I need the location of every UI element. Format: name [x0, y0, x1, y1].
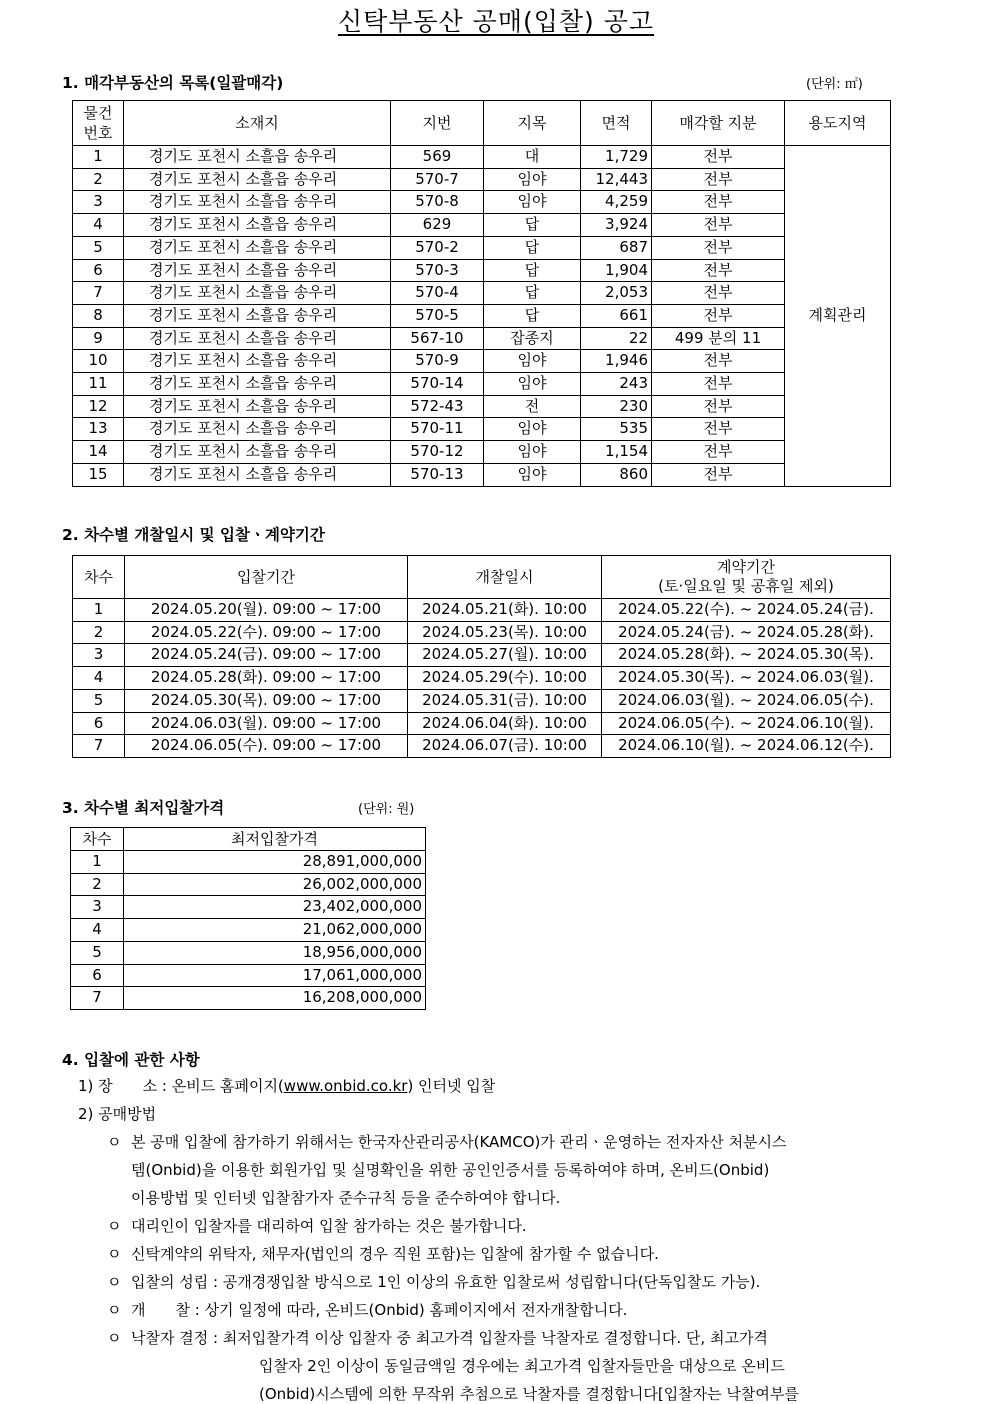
- contract-period: 2024.06.10(월). ~ 2024.06.12(수).: [602, 735, 891, 758]
- round-number: 6: [73, 712, 125, 735]
- land-category: 임야: [484, 441, 581, 464]
- lot-number: 572-43: [391, 395, 484, 418]
- area-value: 1,729: [581, 146, 652, 169]
- column-header: 지목: [484, 101, 581, 146]
- area-value: 4,259: [581, 191, 652, 214]
- table-row: [73, 644, 891, 667]
- area-value: 860: [581, 463, 652, 486]
- page-title: 신탁부동산 공매(입찰) 공고: [337, 7, 655, 36]
- address-cell: 경기도 포천시 소흘읍 송우리: [124, 327, 391, 350]
- table-row: [71, 919, 426, 942]
- bid-period: 2024.06.05(수). 09:00 ~ 17:00: [125, 735, 408, 758]
- bid-period: 2024.06.03(월). 09:00 ~ 17:00: [125, 712, 408, 735]
- round-number: 4: [71, 919, 124, 942]
- lot-number: 629: [391, 214, 484, 237]
- lot-number: 570-13: [391, 463, 484, 486]
- area-value: 243: [581, 373, 652, 396]
- table-row: [73, 599, 891, 622]
- land-category: 임야: [484, 191, 581, 214]
- table-row: [73, 395, 891, 418]
- item-number: 9: [73, 327, 124, 350]
- column-header: 최저입찰가격: [124, 828, 426, 851]
- min-price: 18,956,000,000: [124, 941, 426, 964]
- table-row: [71, 896, 426, 919]
- round-number: 7: [73, 735, 125, 758]
- area-value: 535: [581, 418, 652, 441]
- bid-period: 2024.05.30(목). 09:00 ~ 17:00: [125, 689, 408, 712]
- table-row: [73, 214, 891, 237]
- place-line: [78, 1075, 495, 1096]
- opening-datetime: 2024.05.31(금). 10:00: [408, 689, 602, 712]
- address-cell: 경기도 포천시 소흘읍 송우리: [124, 282, 391, 305]
- bullet-text-line: (Onbid)시스템에 의한 무작위 추첨으로 낙찰자를 결정합니다[입찰자는 낙찰여부를: [259, 1385, 799, 1403]
- section2-heading: 2. 차수별 개찰일시 및 입찰ㆍ계약기간: [62, 526, 325, 544]
- land-category: 임야: [484, 418, 581, 441]
- min-price: 28,891,000,000: [124, 851, 426, 874]
- round-number: 4: [73, 667, 125, 690]
- table-row: [71, 851, 426, 874]
- bullet-marker: ㅇ: [107, 1245, 122, 1263]
- address-cell: 경기도 포천시 소흘읍 송우리: [124, 236, 391, 259]
- bullet-text-line: 이용방법 및 인터넷 입찰참가자 준수규칙 등을 준수하여야 합니다.: [131, 1189, 561, 1207]
- min-price: 21,062,000,000: [124, 919, 426, 942]
- share-value: 전부: [652, 191, 785, 214]
- address-cell: 경기도 포천시 소흘읍 송우리: [124, 259, 391, 282]
- bullet-marker: ㅇ: [107, 1217, 122, 1235]
- section1-unit: (단위: ㎡): [806, 77, 863, 92]
- opening-datetime: 2024.05.21(화). 10:00: [408, 599, 602, 622]
- lot-number: 569: [391, 146, 484, 169]
- item-number: 12: [73, 395, 124, 418]
- onbid-link[interactable]: www.onbid.co.kr: [283, 1077, 408, 1095]
- min-price-table: [70, 827, 426, 1010]
- column-header: 면적: [581, 101, 652, 146]
- share-value: 전부: [652, 418, 785, 441]
- table-row: [73, 146, 891, 169]
- area-value: 1,946: [581, 350, 652, 373]
- item-number: 2: [73, 168, 124, 191]
- land-category: 잡종지: [484, 327, 581, 350]
- opening-datetime: 2024.05.23(목). 10:00: [408, 621, 602, 644]
- area-value: 230: [581, 395, 652, 418]
- round-number: 3: [73, 644, 125, 667]
- section1-heading: 1. 매각부동산의 목록(일괄매각): [62, 74, 284, 92]
- bullet-text-line: 입찰자 2인 이상이 동일금액일 경우에는 최고가격 입찰자들만을 대상으로 온비드: [259, 1357, 785, 1375]
- round-number: 1: [73, 599, 125, 622]
- lot-number: 570-12: [391, 441, 484, 464]
- bullet-text-line: 개 찰 : 상기 일정에 따라, 온비드(Onbid) 홈페이지에서 전자개찰합니다.: [131, 1301, 628, 1319]
- opening-datetime: 2024.05.27(월). 10:00: [408, 644, 602, 667]
- table-row: [73, 191, 891, 214]
- address-cell: 경기도 포천시 소흘읍 송우리: [124, 146, 391, 169]
- column-header: 소재지: [124, 101, 391, 146]
- address-cell: 경기도 포천시 소흘읍 송우리: [124, 191, 391, 214]
- address-cell: 경기도 포천시 소흘읍 송우리: [124, 304, 391, 327]
- lot-number: 570-9: [391, 350, 484, 373]
- min-price: 17,061,000,000: [124, 964, 426, 987]
- land-category: 임야: [484, 373, 581, 396]
- lot-number: 570-7: [391, 168, 484, 191]
- area-value: 1,154: [581, 441, 652, 464]
- item-number: 10: [73, 350, 124, 373]
- contract-period: 2024.05.24(금). ~ 2024.05.28(화).: [602, 621, 891, 644]
- lot-number: 570-5: [391, 304, 484, 327]
- share-value: 전부: [652, 168, 785, 191]
- area-value: 2,053: [581, 282, 652, 305]
- round-number: 6: [71, 964, 124, 987]
- land-category: 답: [484, 304, 581, 327]
- column-header: 계약기간 (토·일요일 및 공휴일 제외): [602, 556, 891, 599]
- item-number: 14: [73, 441, 124, 464]
- table-row: [73, 236, 891, 259]
- share-value: 전부: [652, 463, 785, 486]
- round-number: 5: [71, 941, 124, 964]
- table-row: [73, 418, 891, 441]
- share-value: 전부: [652, 236, 785, 259]
- column-header: 차수: [73, 556, 125, 599]
- place-suffix: ) 인터넷 입찰: [407, 1077, 496, 1095]
- land-category: 임야: [484, 168, 581, 191]
- item-number: 4: [73, 214, 124, 237]
- share-value: 전부: [652, 146, 785, 169]
- share-value: 전부: [652, 395, 785, 418]
- min-price: 26,002,000,000: [124, 873, 426, 896]
- section3-heading: 3. 차수별 최저입찰가격: [62, 799, 225, 817]
- lot-number: 570-14: [391, 373, 484, 396]
- share-value: 전부: [652, 441, 785, 464]
- table-row: [73, 621, 891, 644]
- item-number: 5: [73, 236, 124, 259]
- method-label: 2) 공매방법: [78, 1105, 157, 1123]
- share-value: 전부: [652, 214, 785, 237]
- area-value: 12,443: [581, 168, 652, 191]
- opening-datetime: 2024.06.04(화). 10:00: [408, 712, 602, 735]
- bullet-marker: ㅇ: [107, 1273, 122, 1291]
- item-number: 13: [73, 418, 124, 441]
- table-row: [73, 350, 891, 373]
- table-row: [71, 987, 426, 1010]
- lot-number: 570-4: [391, 282, 484, 305]
- share-value: 전부: [652, 259, 785, 282]
- min-price: 23,402,000,000: [124, 896, 426, 919]
- table-row: [73, 327, 891, 350]
- item-number: 8: [73, 304, 124, 327]
- bullet-marker: ㅇ: [107, 1329, 122, 1347]
- address-cell: 경기도 포천시 소흘읍 송우리: [124, 463, 391, 486]
- column-header: 개찰일시: [408, 556, 602, 599]
- area-value: 3,924: [581, 214, 652, 237]
- bullet-marker: ㅇ: [107, 1301, 122, 1319]
- contract-period: 2024.06.03(월). ~ 2024.06.05(수).: [602, 689, 891, 712]
- bullet-text-line: 본 공매 입찰에 참가하기 위해서는 한국자산관리공사(KAMCO)가 관리ㆍ운영하는 전자자산 처분시스: [131, 1133, 787, 1151]
- table-row: [71, 873, 426, 896]
- area-value: 22: [581, 327, 652, 350]
- zoning-cell: 계획관리: [785, 146, 891, 487]
- lot-number: 567-10: [391, 327, 484, 350]
- address-cell: 경기도 포천시 소흘읍 송우리: [124, 441, 391, 464]
- round-number: 3: [71, 896, 124, 919]
- contract-period: 2024.05.28(화). ~ 2024.05.30(목).: [602, 644, 891, 667]
- land-category: 임야: [484, 463, 581, 486]
- area-value: 1,904: [581, 259, 652, 282]
- contract-period: 2024.05.22(수). ~ 2024.05.24(금).: [602, 599, 891, 622]
- item-number: 6: [73, 259, 124, 282]
- lot-number: 570-8: [391, 191, 484, 214]
- table-row: [73, 282, 891, 305]
- column-header: 차수: [71, 828, 124, 851]
- contract-period: 2024.05.30(목). ~ 2024.06.03(월).: [602, 667, 891, 690]
- area-value: 687: [581, 236, 652, 259]
- bullet-text-line: 대리인이 입찰자를 대리하여 입찰 참가하는 것은 불가합니다.: [131, 1217, 527, 1235]
- land-category: 답: [484, 236, 581, 259]
- column-header: 용도지역: [785, 101, 891, 146]
- column-header: 물건 번호: [73, 101, 124, 146]
- bullet-text-line: 낙찰자 결정 : 최저입찰가격 이상 입찰자 중 최고가격 입찰자를 낙찰자로 결정합니다. 단, 최고가격: [131, 1329, 768, 1347]
- item-number: 7: [73, 282, 124, 305]
- opening-datetime: 2024.06.07(금). 10:00: [408, 735, 602, 758]
- land-category: 임야: [484, 350, 581, 373]
- table-row: [73, 373, 891, 396]
- item-number: 11: [73, 373, 124, 396]
- address-cell: 경기도 포천시 소흘읍 송우리: [124, 214, 391, 237]
- bullet-marker: ㅇ: [107, 1133, 122, 1151]
- lot-number: 570-3: [391, 259, 484, 282]
- share-value: 전부: [652, 282, 785, 305]
- opening-datetime: 2024.05.29(수). 10:00: [408, 667, 602, 690]
- table-row: [73, 259, 891, 282]
- table-row: [73, 463, 891, 486]
- item-number: 3: [73, 191, 124, 214]
- table-row: [73, 441, 891, 464]
- table-row: [73, 712, 891, 735]
- round-number: 5: [73, 689, 125, 712]
- bullet-text-line: 신탁계약의 위탁자, 채무자(법인의 경우 직원 포함)는 입찰에 참가할 수 없습니다.: [131, 1245, 659, 1263]
- share-value: 전부: [652, 373, 785, 396]
- table-row: [73, 689, 891, 712]
- table-row: [73, 168, 891, 191]
- table-row: [73, 667, 891, 690]
- min-price: 16,208,000,000: [124, 987, 426, 1010]
- place-label: 1) 장 소 : 온비드 홈페이지(: [78, 1077, 284, 1095]
- table-row: [73, 304, 891, 327]
- item-number: 15: [73, 463, 124, 486]
- address-cell: 경기도 포천시 소흘읍 송우리: [124, 168, 391, 191]
- land-category: 답: [484, 259, 581, 282]
- lot-number: 570-11: [391, 418, 484, 441]
- round-number: 2: [73, 621, 125, 644]
- section4-heading: 4. 입찰에 관한 사항: [62, 1051, 200, 1069]
- address-cell: 경기도 포천시 소흘읍 송우리: [124, 350, 391, 373]
- section3-unit: (단위: 원): [358, 802, 415, 817]
- bid-period: 2024.05.28(화). 09:00 ~ 17:00: [125, 667, 408, 690]
- lot-number: 570-2: [391, 236, 484, 259]
- land-category: 답: [484, 282, 581, 305]
- address-cell: 경기도 포천시 소흘읍 송우리: [124, 373, 391, 396]
- address-cell: 경기도 포천시 소흘읍 송우리: [124, 418, 391, 441]
- share-value: 전부: [652, 350, 785, 373]
- address-cell: 경기도 포천시 소흘읍 송우리: [124, 395, 391, 418]
- round-number: 2: [71, 873, 124, 896]
- column-header: 매각할 지분: [652, 101, 785, 146]
- table-row: [71, 964, 426, 987]
- round-number: 7: [71, 987, 124, 1010]
- round-number: 1: [71, 851, 124, 874]
- bullet-text-line: 템(Onbid)을 이용한 회원가입 및 실명확인을 위한 공인인증서를 등록하여야 하며, 온비드(Onbid): [131, 1161, 770, 1179]
- bullet-text-line: 입찰의 성립 : 공개경쟁입찰 방식으로 1인 이상의 유효한 입찰로써 성립합니다(단독입찰도 가능).: [131, 1273, 761, 1291]
- bid-period: 2024.05.22(수). 09:00 ~ 17:00: [125, 621, 408, 644]
- share-value: 499 분의 11: [652, 327, 785, 350]
- property-list-table: [72, 100, 891, 487]
- schedule-table: [72, 555, 891, 758]
- land-category: 답: [484, 214, 581, 237]
- table-row: [71, 941, 426, 964]
- item-number: 1: [73, 146, 124, 169]
- bid-period: 2024.05.24(금). 09:00 ~ 17:00: [125, 644, 408, 667]
- bid-period: 2024.05.20(월). 09:00 ~ 17:00: [125, 599, 408, 622]
- contract-period: 2024.06.05(수). ~ 2024.06.10(월).: [602, 712, 891, 735]
- share-value: 전부: [652, 304, 785, 327]
- table-row: [73, 735, 891, 758]
- column-header: 지번: [391, 101, 484, 146]
- land-category: 대: [484, 146, 581, 169]
- column-header: 입찰기간: [125, 556, 408, 599]
- land-category: 전: [484, 395, 581, 418]
- area-value: 661: [581, 304, 652, 327]
